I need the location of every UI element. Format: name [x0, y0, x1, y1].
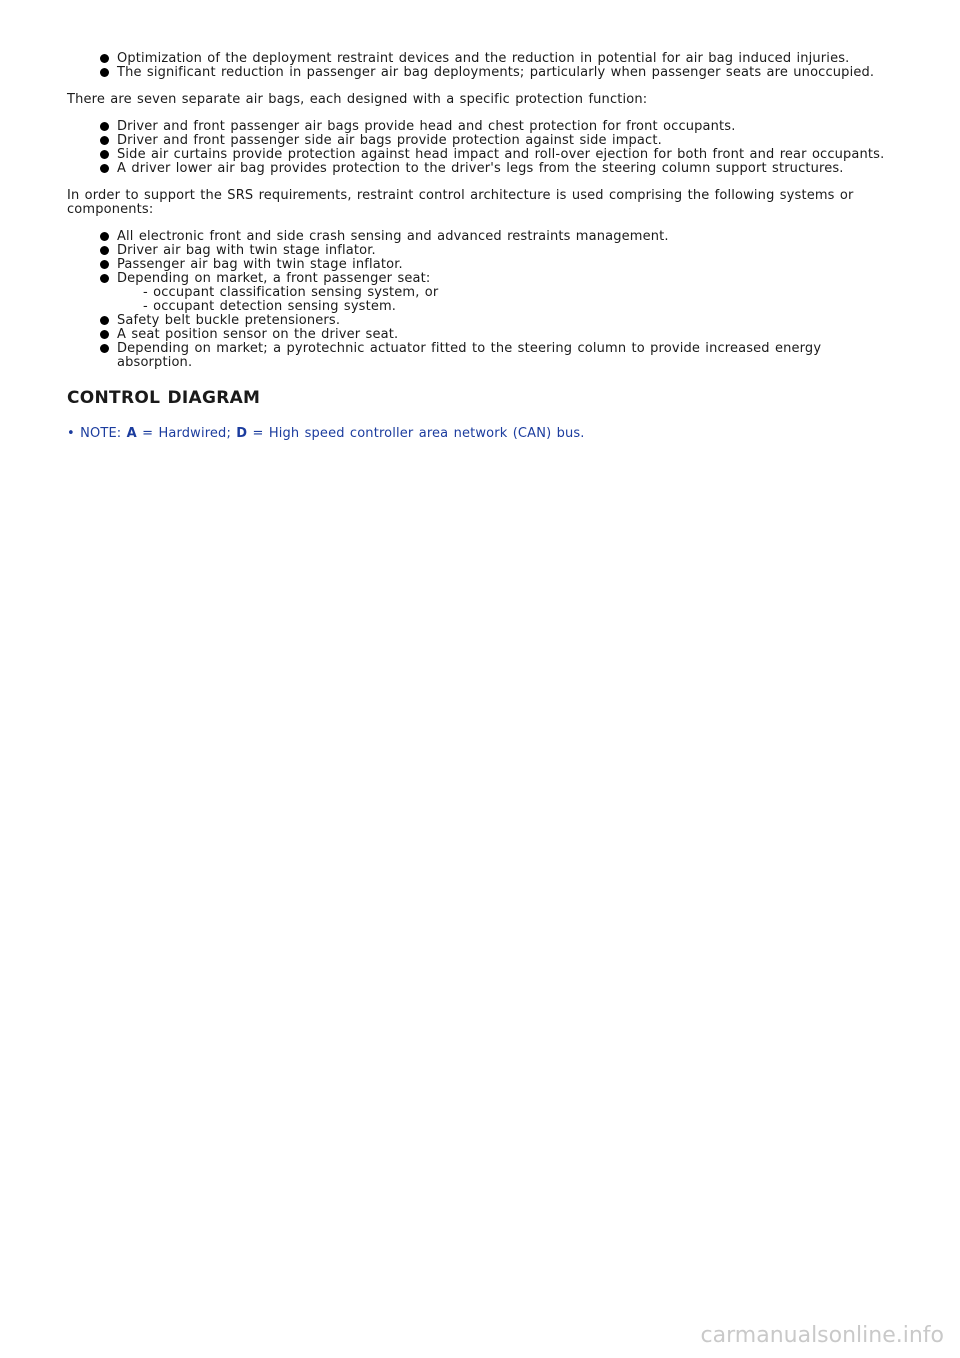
list-item-text: Optimization of the deployment restraint devices and the reduction in potential for air bag induced injuries.: [117, 51, 850, 66]
list-item-text: The significant reduction in passenger air bag deployments; particularly when passenger seats are unoccupied.: [117, 65, 875, 80]
note-text-a: = Hardwired;: [136, 426, 237, 441]
list-item: [117, 342, 897, 370]
note-key-d: D: [236, 426, 248, 441]
bullet-icon: [100, 260, 109, 269]
list-item: [117, 230, 897, 244]
sub-item-classification: - occupant classification sensing system, or: [143, 285, 439, 300]
note-key-a: A: [126, 426, 137, 441]
list-item-text: Depending on market; a pyrotechnic actuator fitted to the steering column to provide increased energy absorption.: [117, 341, 822, 370]
list-item-text: A seat position sensor on the driver seat.: [117, 327, 399, 342]
list-item-text: Side air curtains provide protection against head impact and roll-over ejection for both front and rear occupants.: [117, 147, 885, 162]
note-line: [67, 427, 897, 441]
list-item: [117, 134, 897, 148]
list-item-text: Depending on market, a front passenger seat:: [117, 271, 431, 286]
bullet-icon: [100, 54, 109, 63]
list-item: [117, 120, 897, 134]
list-item: [117, 148, 897, 162]
list-item: [117, 162, 897, 176]
bullet-icon: [100, 274, 109, 283]
note-prefix: • NOTE:: [67, 426, 127, 441]
airbags-paragraph: There are seven separate air bags, each designed with a specific protection function:: [67, 92, 648, 107]
bullet-icon: [100, 136, 109, 145]
list-item-text: Driver and front passenger side air bags provide protection against side impact.: [117, 133, 662, 148]
list-item-text: Driver air bag with twin stage inflator.: [117, 243, 376, 258]
list-item: [117, 66, 897, 80]
bullet-icon: [100, 246, 109, 255]
list-item-text: Driver and front passenger air bags provide head and chest protection for front occupants.: [117, 119, 736, 134]
list-item-text: Passenger air bag with twin stage inflator.: [117, 257, 403, 272]
list-item: [117, 328, 897, 342]
bullet-icon: [100, 68, 109, 77]
list-item: [117, 314, 897, 328]
airbag-bullet-list: [67, 120, 897, 176]
bullet-icon: [100, 122, 109, 131]
bullet-icon: [100, 316, 109, 325]
note-text-d: = High speed controller area network (CAN) bus.: [247, 426, 585, 441]
watermark: carmanualsonline.info: [700, 1323, 944, 1348]
page-content: [67, 52, 897, 441]
sub-item-detection: - occupant detection sensing system.: [143, 299, 397, 314]
list-item-text: A driver lower air bag provides protection to the driver's legs from the steering column support structures.: [117, 161, 844, 176]
srs-bullet-list: [67, 230, 897, 370]
bullet-icon: [100, 344, 109, 353]
section-title: CONTROL DIAGRAM: [67, 388, 261, 408]
bullet-icon: [100, 232, 109, 241]
bullet-icon: [100, 150, 109, 159]
list-item-text: All electronic front and side crash sensing and advanced restraints management.: [117, 229, 669, 244]
intro-bullet-list: [67, 52, 897, 80]
bullet-icon: [100, 330, 109, 339]
list-item-text: Safety belt buckle pretensioners.: [117, 313, 341, 328]
list-item: [117, 258, 897, 272]
srs-paragraph: In order to support the SRS requirements, restraint control architecture is used comprising the following systems or components:: [67, 188, 854, 217]
bullet-icon: [100, 164, 109, 173]
list-item: [117, 244, 897, 258]
list-item: [117, 52, 897, 66]
list-item: [117, 272, 897, 314]
